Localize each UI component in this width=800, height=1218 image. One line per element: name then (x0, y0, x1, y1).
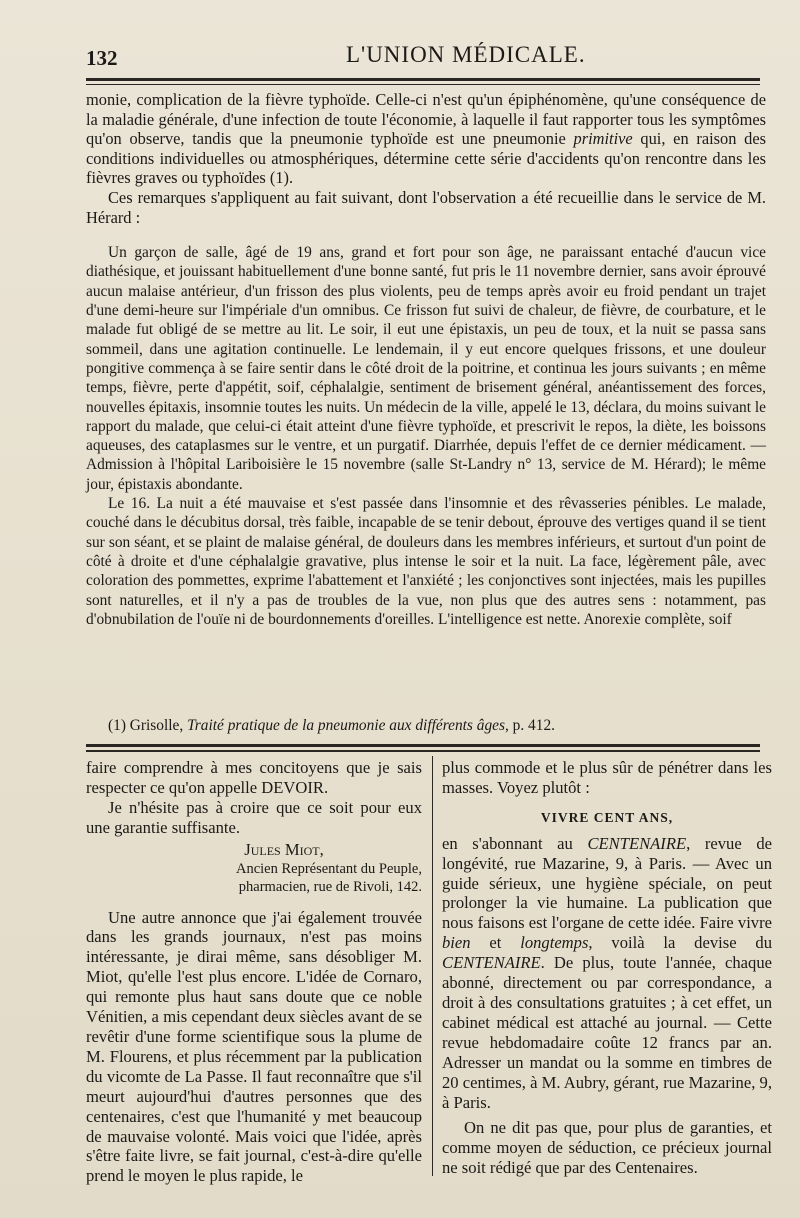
feuilleton-rule-thin (86, 750, 760, 752)
left-paragraph-2: Je n'hésite pas à croire que ce soit pour eux une garantie suffisante. (86, 797, 422, 837)
italic-primitive: primitive (573, 129, 633, 149)
signature-address: pharmacien, rue de Rivoli, 142. (238, 878, 422, 895)
page-header (86, 38, 760, 78)
right-paragraph-1: plus commode et le plus sûr de pénétrer dans les masses. Voyez plutôt : (442, 758, 772, 797)
article-paragraph-2: Ces remarques s'appliquent au fait suivant, dont l'observation a été recueillie dans le service de M. Hérard : (86, 187, 766, 227)
main-article (86, 90, 766, 629)
signature-title: Ancien Représentant du Peuple, (235, 860, 422, 877)
article-paragraph-1: monie, complication de la fièvre typhoïde. Celle-ci n'est qu'un épiphénomène, qu'une conséquence de la maladie générale, d'une infection de toute l'économie, à laquelle il faut rapporter tous les symptômes qu'on observe, tandis que la pneumonie typhoïde est une pneumonie primitive qui, en raison des conditions individuelles ou atmosphériques, détermine cette série d'accidents qu'on rencontre dans les fièvres graves ou typhoïdes (1). (86, 90, 766, 188)
page-number: 132 (86, 46, 118, 70)
header-rule-thin (86, 84, 760, 85)
observation-paragraph-2: Le 16. La nuit a été mauvaise et s'est passée dans l'insomnie et des rêvasseries pénibles. Le malade, couché dans le décubitus dorsal, très faible, incapable de se tenir debout, éprouve des vertiges quand il se tient sur son séant, et se plaint de malaise général, de douleurs dans les membres inférieurs, et surtout d'un point de côté à droite et d'une céphalalgie gravative, plus intense le soir et la nuit. La face, légèrement pâle, avec coloration des pommettes, exprime l'abattement et l'anxiété ; les conjonctives sont injectées, mais les pupilles sont naturelles, et il n'y a pas de troubles de la vue, non plus que des autres sens : notamment, pas d'obnubilation de l'ouïe ni de bourdonnements d'oreilles. L'intelligence est nette. Anorexie complète, soif (86, 495, 766, 628)
feuilleton-right-column (442, 758, 772, 1178)
feuilleton-rule (86, 744, 760, 747)
observation-paragraph-1: Un garçon de salle, âgé de 19 ans, grand et fort pour son âge, ne paraissant entaché d'aucun vice diathésique, et jouissant habituellement d'une bonne santé, fut pris le 11 novembre dernier, sans avoir éprouvé aucun malaise antérieur, d'un frisson des plus violents, peu de temps après avoir eu froid pendant un trajet d'une demi-heure sur l'impériale d'un omnibus. Ce frisson fut suivi de chaleur, de fièvre, de courbature, et le malade fut obligé de se mettre au lit. Le soir, il eut une épistaxis, un peu de toux, et la nuit se passa sans sommeil, dans une agitation continuelle. Le lendemain, il y eut encore quelques frissons, et une douleur pongitive commença à se faire sentir dans le côté droit de la poitrine, et continua les jours suivants ; en même temps, fièvre, perte d'appétit, soif, céphalalgie, sentiment de brisement général, anéantissement des forces, nouvelles épitaxis, insomnie toutes les nuits. Un médecin de la ville, appelé le 13, déclara, du moins suivant le rapport du malade, que celui-ci était atteint d'une fièvre typhoïde, et prescrivit le repos, la diète, les boissons aqueuses, des cataplasmes sur le ventre, et un purgatif. Diarrhée, depuis l'effet de ce dernier médicament. — Admission à l'hôpital Lariboisière le 15 novembre (salle St-Landry n° 13, service de M. Hérard); le même jour, épistaxis abondante. (86, 244, 766, 493)
left-paragraph-3: Une autre annonce que j'ai également trouvée dans les grands journaux, n'est pas moins intéressante, je dirai même, sans désobliger M. Miot, qu'elle l'est plus encore. L'idée de Cornaro, qui remonte plus haut sans doute que ce noble Vénitien, a mis cependant deux siècles avant de se revêtir d'une forme scientifique sous la plume de M. Flourens, et plus récemment par la publication du vicomte de La Passe. Il faut reconnaître que s'il meurt aujourd'hui d'autres personnes que des centenaires, c'est que l'humanité y met beaucoup de mauvaise volonté. Mais voici que l'idée, après s'être faite livre, se fait journal, c'est-à-dire qu'elle prend le moyen le plus rapide, le (86, 907, 422, 1186)
footnote-title: Traité pratique de la pneumonie aux différents âges (187, 717, 505, 734)
signature-name: Jules Miot, (244, 839, 324, 859)
advert-title: VIVRE CENT ANS, (540, 809, 674, 825)
running-title: L'UNION MÉDICALE. (346, 42, 586, 67)
right-paragraph-3: On ne dit pas que, pour plus de garanties, et comme moyen de séduction, ce précieux journal ne soit rédigé que par des Centenaires. (442, 1118, 772, 1178)
header-rule (86, 78, 760, 81)
column-divider (432, 756, 433, 1176)
feuilleton-left-column (86, 758, 422, 1186)
footnote: (1) Grisolle, Traité pratique de la pneumonie aux différents âges, p. 412. (108, 717, 555, 734)
left-paragraph-1: faire comprendre à mes concitoyens que je sais respecter ce qu'on appelle DEVOIR. (86, 758, 422, 797)
right-paragraph-2: en s'abonnant au CENTENAIRE, revue de longévité, rue Mazarine, 9, à Paris. — Avec un guide sérieux, une hygiène spéciale, on peut prolonger la vie humaine. La publication que nous faisons est l'organe de cette idée. Faire vivre bien et longtemps, voilà la devise du CENTENAIRE. De plus, toute l'année, chaque abonné, directement ou par correspondance, a droit à des consultations gratuites ; à cet effet, un cabinet médical est attaché au journal. — Cette revue hebdomadaire coûte 12 francs par an. Adresser un mandat ou la somme en timbres de 20 centimes, à M. Aubry, gérant, rue Mazarine, 9, à Paris. (442, 833, 772, 1112)
